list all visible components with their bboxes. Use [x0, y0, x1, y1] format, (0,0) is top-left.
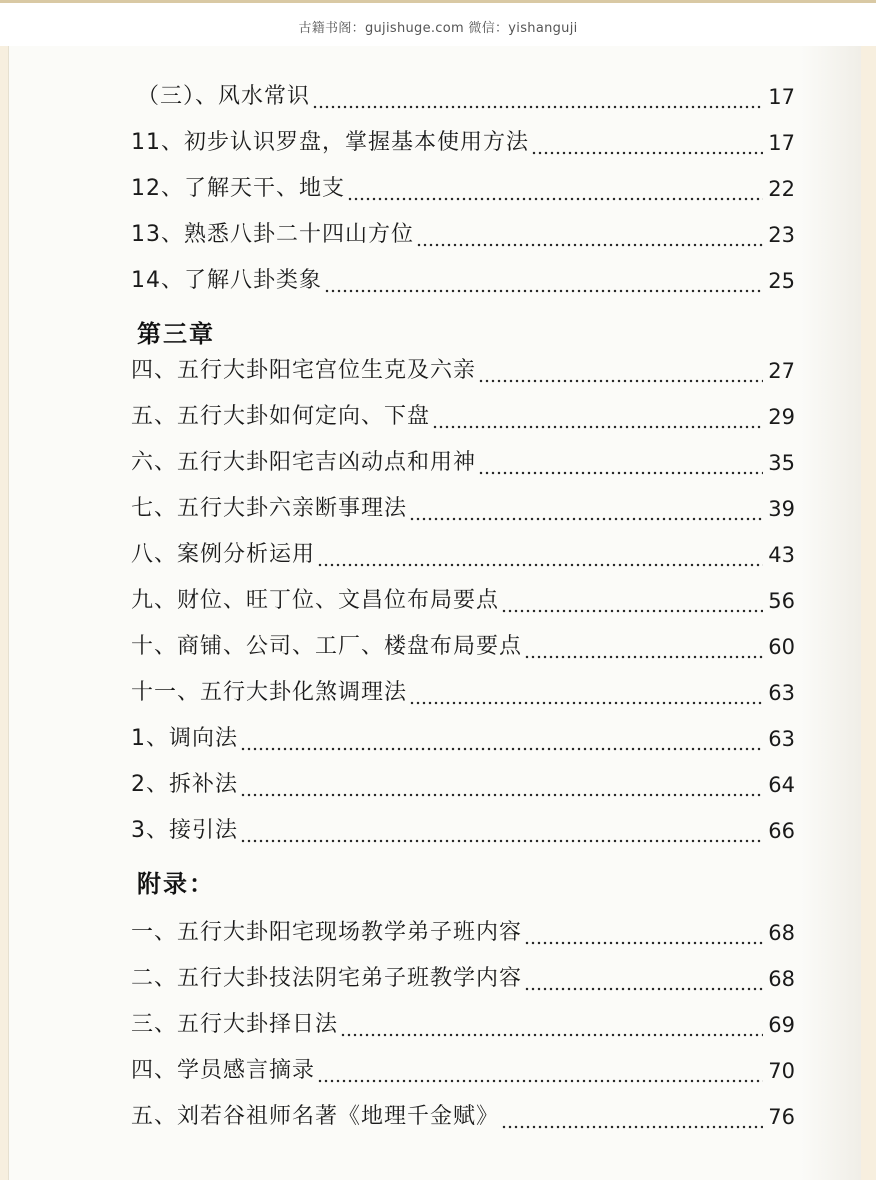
toc-entry-label: 12、了解天干、地支: [131, 176, 345, 201]
toc-entry: [131, 916, 795, 950]
toc-page-number: 68: [768, 967, 795, 991]
toc-page-number: 66: [768, 819, 795, 843]
toc-page-number: 39: [768, 497, 795, 521]
appendix-heading: 附录：: [137, 870, 215, 898]
toc-page-number: 63: [768, 727, 795, 751]
toc-leader-dots: [240, 814, 763, 848]
toc-page-number: 60: [768, 635, 795, 659]
toc-entry-label: 2、拆补法: [131, 772, 238, 797]
toc-entry-label: 13、熟悉八卦二十四山方位: [131, 222, 414, 247]
toc-page-number: 76: [768, 1105, 795, 1129]
toc-entry-label: 四、学员感言摘录: [131, 1058, 316, 1083]
toc-entry: [131, 1054, 795, 1088]
toc-leader-dots: [317, 1054, 763, 1088]
toc-entry-label: 14、了解八卦类象: [131, 268, 322, 293]
toc-entry-label: 八、案例分析运用: [131, 542, 316, 567]
toc-page-number: 70: [768, 1059, 795, 1083]
toc-entry: [131, 630, 795, 664]
toc-page-number: 35: [768, 451, 795, 475]
toc-entry: [131, 354, 795, 388]
toc-entry: [131, 1008, 795, 1042]
toc-entry-label: 五、五行大卦如何定向、下盘: [131, 404, 431, 429]
toc-leader-dots: [317, 538, 763, 572]
toc-page-number: 29: [768, 405, 795, 429]
toc-page-number: 43: [768, 543, 795, 567]
toc-entry-label: 3、接引法: [131, 818, 238, 843]
toc-page-number: 27: [768, 359, 795, 383]
toc-entry-label: 五、刘若谷祖师名著《地理千金赋》: [131, 1104, 500, 1129]
toc-entry-label: 1、调向法: [131, 726, 238, 751]
toc-entry: [137, 80, 795, 114]
toc-page-number: 17: [768, 131, 795, 155]
toc-page-number: 25: [768, 269, 795, 293]
toc-leader-dots: [524, 630, 763, 664]
toc-page-number: 17: [768, 85, 795, 109]
toc-entry-label: 11、初步认识罗盘，掌握基本使用方法: [131, 130, 529, 155]
toc-leader-dots: [524, 962, 763, 996]
toc-page-number: 69: [768, 1013, 795, 1037]
toc-entry-label: 十一、五行大卦化煞调理法: [131, 680, 408, 705]
header-bar: [0, 0, 876, 46]
watermark-text: 古籍书阁：gujishuge.com 微信：yishanguji: [298, 21, 578, 36]
toc-entry: [131, 676, 795, 710]
toc-entry-label: 一、五行大卦阳宅现场教学弟子班内容: [131, 920, 523, 945]
toc-entry: [131, 1100, 795, 1134]
toc-leader-dots: [432, 400, 763, 434]
toc-leader-dots: [409, 492, 763, 526]
toc-entry-label: 四、五行大卦阳宅宫位生克及六亲: [131, 358, 477, 383]
table-of-contents: [9, 46, 861, 1180]
book-page: [8, 46, 861, 1180]
toc-leader-dots: [524, 916, 763, 950]
toc-entry: [131, 218, 795, 252]
toc-leader-dots: [478, 446, 763, 480]
toc-page-number: 23: [768, 223, 795, 247]
toc-leader-dots: [501, 1100, 763, 1134]
toc-leader-dots: [240, 768, 763, 802]
toc-entry: [131, 446, 795, 480]
toc-leader-dots: [501, 584, 763, 618]
toc-leader-dots: [312, 80, 763, 114]
toc-page-number: 63: [768, 681, 795, 705]
toc-entry: [131, 962, 795, 996]
toc-leader-dots: [478, 354, 763, 388]
toc-entry-label: 二、五行大卦技法阴宅弟子班教学内容: [131, 966, 523, 991]
toc-entry-label: 九、财位、旺丁位、文昌位布局要点: [131, 588, 500, 613]
toc-entry: [131, 722, 795, 756]
toc-entry: [131, 814, 795, 848]
toc-entry: [131, 264, 795, 298]
toc-page-number: 56: [768, 589, 795, 613]
toc-leader-dots: [324, 264, 763, 298]
toc-entry: [131, 538, 795, 572]
toc-page-number: 22: [768, 177, 795, 201]
toc-entry: [131, 768, 795, 802]
toc-page-number: 64: [768, 773, 795, 797]
toc-entry-label: 三、五行大卦择日法: [131, 1012, 339, 1037]
toc-entry: [131, 400, 795, 434]
toc-page-number: 68: [768, 921, 795, 945]
chapter-heading: 第三章: [137, 320, 215, 348]
toc-leader-dots: [531, 126, 763, 160]
toc-entry-label: 七、五行大卦六亲断事理法: [131, 496, 408, 521]
toc-entry-label: 六、五行大卦阳宅吉凶动点和用神: [131, 450, 477, 475]
toc-leader-dots: [340, 1008, 763, 1042]
toc-entry-label: （三）、风水常识: [137, 84, 311, 109]
toc-leader-dots: [416, 218, 763, 252]
toc-leader-dots: [240, 722, 763, 756]
toc-leader-dots: [347, 172, 763, 206]
toc-entry: [131, 584, 795, 618]
toc-entry: [131, 126, 795, 160]
toc-entry: [131, 492, 795, 526]
toc-leader-dots: [409, 676, 763, 710]
toc-entry: [131, 172, 795, 206]
page-edge-shadow: [801, 46, 861, 1180]
toc-entry-label: 十、商铺、公司、工厂、楼盘布局要点: [131, 634, 523, 659]
